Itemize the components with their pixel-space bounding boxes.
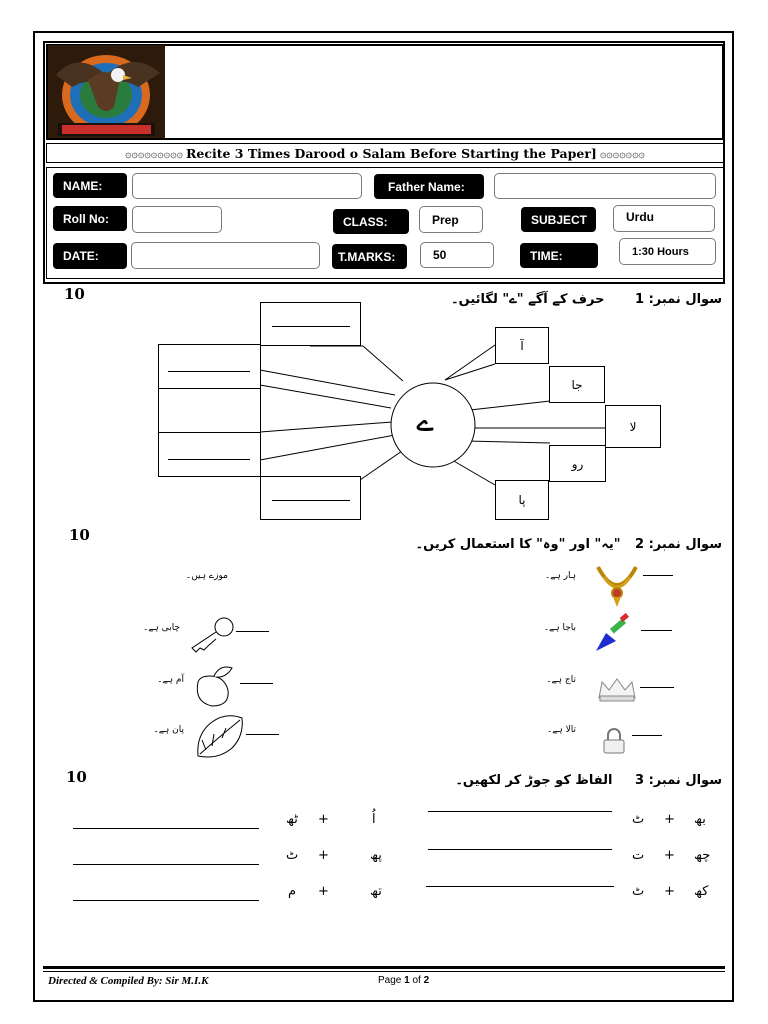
q1-blank-box[interactable] bbox=[260, 302, 361, 346]
q1-letter-box: جا bbox=[549, 366, 605, 403]
q1-number: سوال نمبر: 1 bbox=[635, 292, 722, 307]
q1-instruction: حرف کے آگے "ے" لگائیں۔ bbox=[451, 292, 605, 307]
q3-letter: کھ bbox=[694, 884, 709, 899]
q2-sentence: ہار ہے۔ bbox=[544, 571, 576, 581]
q1-center-letter: ے bbox=[416, 404, 434, 439]
q3-plus: + bbox=[318, 884, 329, 899]
class-field[interactable]: Prep bbox=[419, 206, 483, 233]
q1-blank-box[interactable] bbox=[158, 432, 261, 477]
q2-sentence: تاج ہے۔ bbox=[546, 675, 576, 685]
answer-line bbox=[73, 828, 259, 829]
trumpet-icon bbox=[592, 613, 632, 655]
q3-plus: + bbox=[318, 812, 329, 827]
q3-marks: 10 bbox=[66, 768, 87, 786]
answer-line bbox=[632, 735, 662, 736]
answer-line bbox=[168, 371, 250, 372]
q2-sentence: باجا ہے۔ bbox=[543, 623, 576, 633]
q2-sentence: چابی ہے۔ bbox=[143, 623, 180, 633]
name-field[interactable] bbox=[132, 173, 362, 199]
q3-number: سوال نمبر: 3 bbox=[635, 773, 722, 788]
q1-blank-box[interactable] bbox=[260, 476, 361, 520]
answer-line bbox=[272, 326, 350, 327]
t-marks-field[interactable]: 50 bbox=[420, 242, 494, 268]
page-indicator: Page 1 of 2 bbox=[378, 975, 430, 986]
subject-field[interactable]: Urdu bbox=[613, 205, 715, 232]
q1-letter-box: پا bbox=[495, 480, 549, 520]
q1-letter-box: لا bbox=[605, 405, 661, 448]
answer-line bbox=[240, 683, 273, 684]
q3-letter: پھ bbox=[370, 848, 382, 863]
q3-letter: ٹ bbox=[286, 848, 299, 863]
q3-plus: + bbox=[664, 848, 675, 863]
q3-plus: + bbox=[664, 812, 675, 827]
q3-plus: + bbox=[318, 848, 329, 863]
answer-line bbox=[168, 459, 250, 460]
date-field[interactable] bbox=[131, 242, 320, 269]
q2-instruction: "یہ" اور "وہ" کا استعمال کریں۔ bbox=[415, 537, 621, 552]
footer-rule bbox=[43, 966, 725, 969]
q3-letter: تھ bbox=[370, 884, 382, 899]
q1-blank-box[interactable] bbox=[158, 388, 261, 433]
time-label: TIME: bbox=[520, 243, 598, 268]
q3-letter: ٹ bbox=[632, 884, 645, 899]
q1-marks: 10 bbox=[64, 285, 85, 303]
answer-line bbox=[73, 864, 259, 865]
q3-letter: چھ bbox=[694, 848, 711, 863]
q3-letter: م bbox=[288, 884, 297, 899]
answer-line bbox=[272, 500, 350, 501]
q3-letter: ت bbox=[632, 848, 645, 863]
ornament-left: ۞۞۞۞۞۞۞۞۞ bbox=[125, 146, 184, 160]
t-marks-label: T.MARKS: bbox=[332, 244, 407, 269]
date-label: DATE: bbox=[53, 243, 127, 269]
q3-plus: + bbox=[664, 884, 675, 899]
q2-sentence: آم ہے۔ bbox=[157, 675, 184, 685]
answer-line bbox=[236, 631, 269, 632]
q2-marks: 10 bbox=[69, 526, 90, 544]
compiled-by: Directed & Compiled By: Sir M.I.K bbox=[48, 975, 209, 987]
key-icon bbox=[186, 614, 236, 654]
banner-text: Recite 3 Times Darood o Salam Before Starting the Paper] bbox=[186, 145, 597, 161]
answer-line bbox=[246, 734, 279, 735]
leaf-icon bbox=[192, 710, 246, 762]
answer-line bbox=[641, 630, 672, 631]
recitation-banner bbox=[46, 143, 724, 163]
q2-sentence: پان ہے۔ bbox=[153, 725, 184, 735]
q2-sentence: موزے ہیں۔ bbox=[185, 571, 228, 581]
roll-no-field[interactable] bbox=[132, 206, 222, 233]
q3-letter: بھ bbox=[694, 812, 706, 827]
q2-sentence: تالا ہے۔ bbox=[546, 725, 576, 735]
father-name-field[interactable] bbox=[494, 173, 716, 199]
answer-line bbox=[640, 687, 674, 688]
school-logo bbox=[48, 45, 165, 138]
q3-letter: ٹ bbox=[632, 812, 645, 827]
answer-line bbox=[428, 811, 612, 812]
ornament-right: ۞۞۞۞۞۞۞ bbox=[599, 146, 645, 160]
answer-line bbox=[73, 900, 259, 901]
lock-icon bbox=[600, 727, 628, 755]
answer-line bbox=[643, 575, 673, 576]
q1-blank-box[interactable] bbox=[158, 344, 261, 389]
footer-rule-thin bbox=[43, 971, 725, 972]
crown-icon bbox=[596, 676, 638, 702]
eagle-emblem-icon bbox=[48, 45, 165, 138]
q1-letter-box: رو bbox=[549, 445, 606, 482]
class-label: CLASS: bbox=[333, 209, 409, 234]
q3-letter: اُ bbox=[372, 812, 376, 827]
q1-letter-box: آ bbox=[495, 327, 549, 364]
q2-number: سوال نمبر: 2 bbox=[635, 537, 722, 552]
necklace-icon bbox=[592, 563, 642, 609]
name-label: NAME: bbox=[53, 173, 127, 198]
answer-line bbox=[426, 886, 614, 887]
q3-heading bbox=[455, 773, 722, 788]
q3-letter: ٹھ bbox=[286, 812, 298, 827]
q2-heading bbox=[416, 537, 723, 552]
q3-instruction: الفاظ کو جوڑ کر لکھیں۔ bbox=[455, 773, 613, 788]
father-name-label: Father Name: bbox=[374, 174, 484, 199]
mango-icon bbox=[188, 662, 238, 710]
answer-line bbox=[428, 849, 612, 850]
roll-no-label: Roll No: bbox=[53, 206, 127, 231]
subject-label: SUBJECT bbox=[521, 207, 596, 232]
time-field[interactable]: 1:30 Hours bbox=[619, 238, 716, 265]
